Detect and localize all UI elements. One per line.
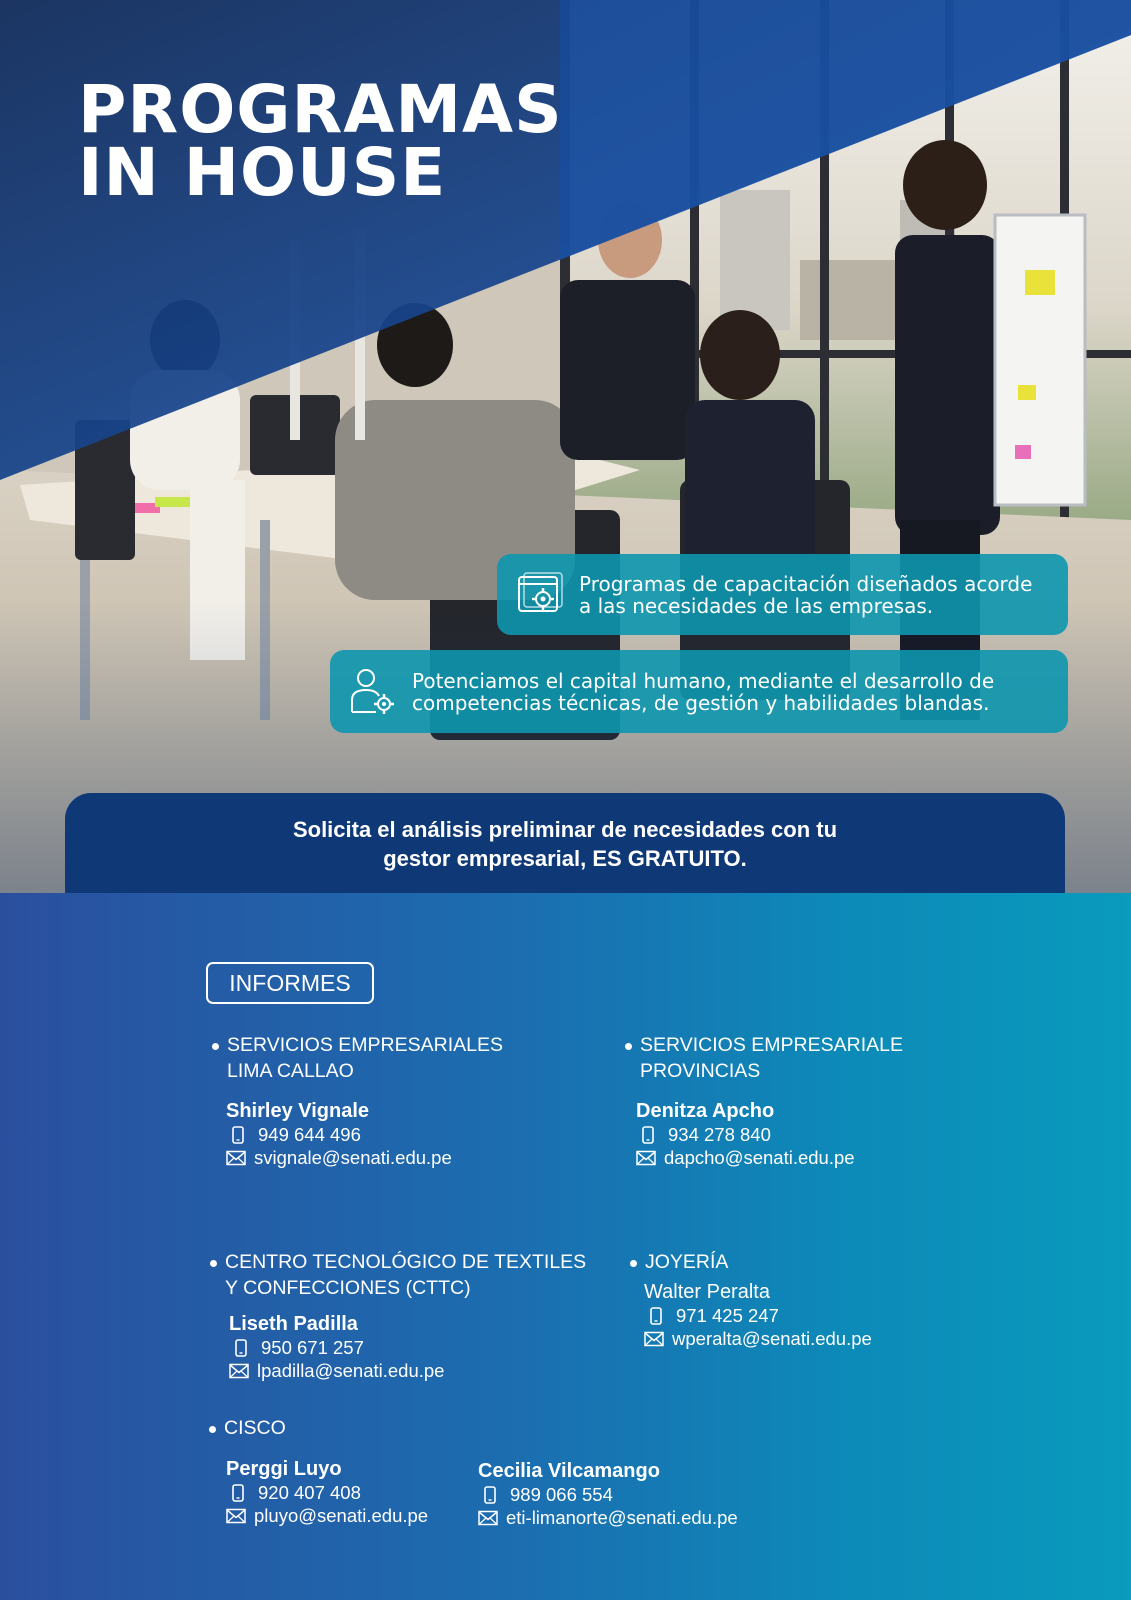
phone-icon bbox=[230, 1484, 246, 1502]
contact-phone[interactable]: 949 644 496 bbox=[226, 1123, 452, 1146]
mail-icon bbox=[644, 1330, 664, 1348]
mail-icon bbox=[226, 1507, 246, 1525]
title-line-1: PROGRAMAS bbox=[78, 71, 563, 148]
feature-pill-human-capital bbox=[330, 650, 1068, 733]
contact-phone[interactable]: 989 066 554 bbox=[478, 1483, 738, 1506]
contact-email[interactable]: wperalta@senati.edu.pe bbox=[644, 1327, 872, 1350]
contact-name: Cecilia Vilcamango bbox=[478, 1460, 660, 1482]
phone-icon bbox=[640, 1126, 656, 1144]
mail-icon bbox=[636, 1149, 656, 1167]
section-provincias bbox=[625, 1032, 903, 1084]
feature-text-human-capital: Potenciamos el capital humano, mediante el desarrollo de competencias técnicas, de gestión y habilidades blandas. bbox=[412, 668, 995, 715]
phone-icon bbox=[233, 1339, 249, 1357]
contact-email[interactable]: svignale@senati.edu.pe bbox=[226, 1146, 452, 1169]
person-gear-icon bbox=[346, 666, 398, 718]
contact-email[interactable]: dapcho@senati.edu.pe bbox=[636, 1146, 855, 1169]
contact-denitza-apcho bbox=[636, 1100, 855, 1169]
bullet-icon bbox=[212, 1043, 219, 1050]
title-line-2: IN HOUSE bbox=[78, 134, 447, 211]
section-lima-callao bbox=[212, 1032, 503, 1084]
contact-phone[interactable]: 950 671 257 bbox=[229, 1336, 444, 1359]
section-heading: JOYERÍA bbox=[630, 1249, 728, 1275]
contact-email[interactable]: pluyo@senati.edu.pe bbox=[226, 1504, 428, 1527]
phone-icon bbox=[230, 1126, 246, 1144]
contact-name: Perggi Luyo bbox=[226, 1458, 342, 1480]
phone-icon bbox=[482, 1486, 498, 1504]
bullet-icon bbox=[625, 1043, 632, 1050]
bullet-icon bbox=[209, 1426, 216, 1433]
cta-line-1: Solicita el análisis preliminar de necesidades con tu bbox=[292, 817, 838, 842]
contact-shirley-vignale bbox=[226, 1100, 452, 1169]
bullet-icon bbox=[630, 1260, 637, 1267]
feature-text-training: Programas de capacitación diseñados acorde a las necesidades de las empresas. bbox=[579, 571, 1033, 618]
contact-cecilia-vilcamango bbox=[478, 1460, 738, 1529]
contact-name: Denitza Apcho bbox=[636, 1100, 775, 1122]
contact-phone[interactable]: 971 425 247 bbox=[644, 1304, 872, 1327]
contact-walter-peralta bbox=[644, 1281, 872, 1350]
section-heading: CISCO bbox=[209, 1415, 286, 1441]
section-heading: SERVICIOS EMPRESARIALES LIMA CALLAO bbox=[212, 1032, 503, 1084]
section-cttc bbox=[210, 1249, 586, 1301]
contact-liseth-padilla bbox=[229, 1313, 444, 1382]
section-heading: CENTRO TECNOLÓGICO DE TEXTILES Y CONFECCIONES (CTTC) bbox=[210, 1249, 586, 1301]
contact-name: Walter Peralta bbox=[644, 1281, 770, 1303]
phone-icon bbox=[648, 1307, 664, 1325]
contact-name: Liseth Padilla bbox=[229, 1313, 358, 1335]
mail-icon bbox=[226, 1149, 246, 1167]
gear-window-icon bbox=[513, 569, 565, 621]
contact-perggi-luyo bbox=[226, 1458, 428, 1527]
mail-icon bbox=[229, 1362, 249, 1380]
section-joyeria bbox=[630, 1249, 728, 1275]
contact-email[interactable]: eti-limanorte@senati.edu.pe bbox=[478, 1506, 738, 1529]
cta-line-2: gestor empresarial, ES GRATUITO. bbox=[383, 846, 747, 871]
bullet-icon bbox=[210, 1260, 217, 1267]
feature-pill-training bbox=[497, 554, 1068, 635]
contact-email[interactable]: lpadilla@senati.edu.pe bbox=[229, 1359, 444, 1382]
contact-name: Shirley Vignale bbox=[226, 1100, 370, 1122]
cta-text bbox=[65, 815, 1065, 873]
informes-button[interactable]: INFORMES bbox=[206, 962, 374, 1004]
section-cisco bbox=[209, 1415, 286, 1441]
page-title bbox=[78, 71, 563, 211]
section-heading: SERVICIOS EMPRESARIALE PROVINCIAS bbox=[625, 1032, 903, 1084]
mail-icon bbox=[478, 1509, 498, 1527]
contact-phone[interactable]: 920 407 408 bbox=[226, 1481, 428, 1504]
contact-phone[interactable]: 934 278 840 bbox=[636, 1123, 855, 1146]
